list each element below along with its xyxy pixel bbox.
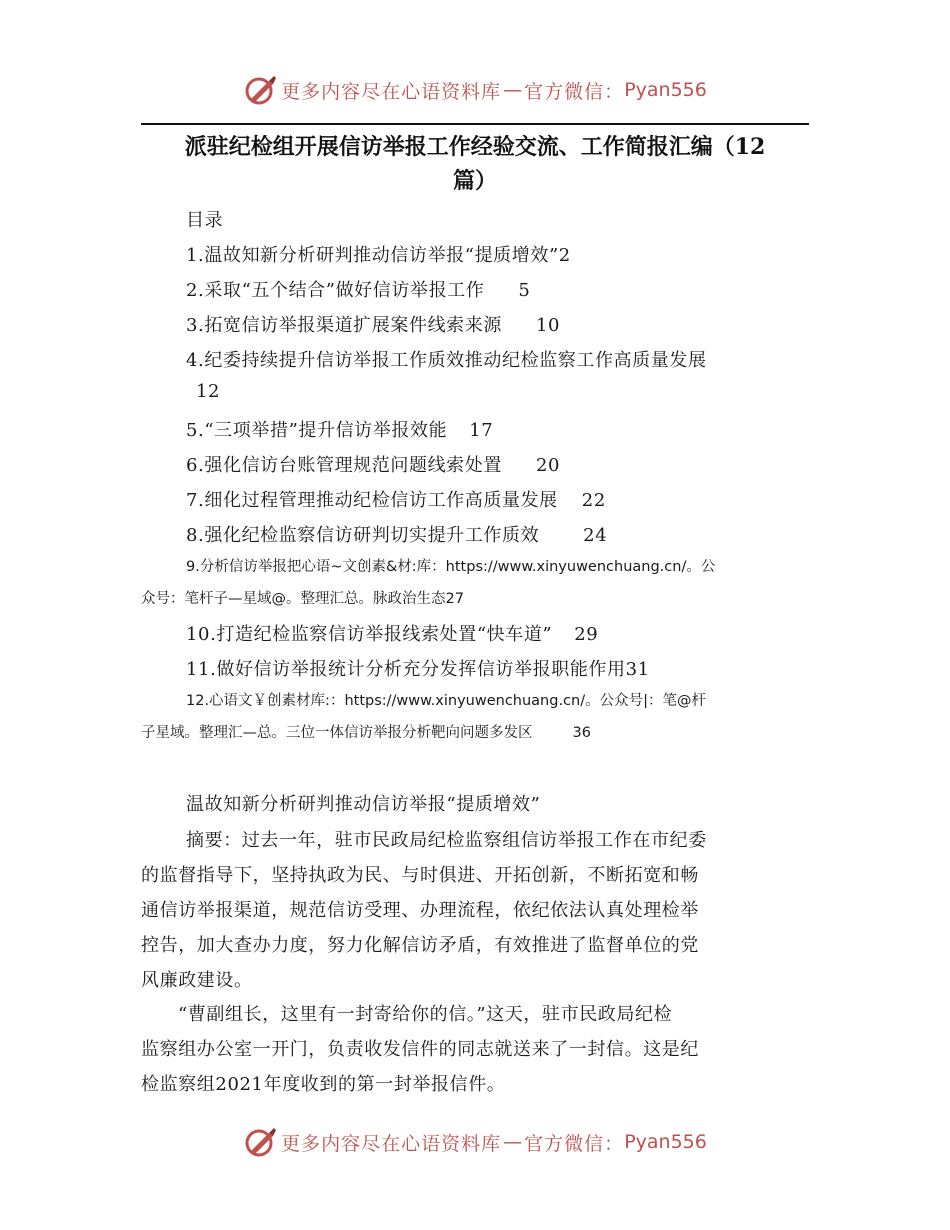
toc-item-page: 20 <box>535 455 561 476</box>
toc-item-page: 31 <box>625 659 650 680</box>
toc-item-text: 2.采取“五个结合”做好信访举报工作 <box>186 280 485 301</box>
footer-banner <box>0 1120 950 1164</box>
title-line-2: 篇） <box>452 168 497 194</box>
toc-item <box>186 241 571 267</box>
banner-wechat-label: 官方微信： <box>524 1132 625 1155</box>
paragraph-line: 风廉政建设。 <box>141 970 253 991</box>
toc-item-text: 7.细化过程管理推动纪检信访工作高质量发展 <box>186 490 558 511</box>
toc-item-page: 36 <box>572 725 591 741</box>
toc-item <box>186 655 650 681</box>
toc-item-text: 10.打造纪检监察信访举报线索处置“快车道” <box>186 624 553 645</box>
banner-wechat-id: Pyan556 <box>624 1131 707 1153</box>
toc-item <box>186 416 493 442</box>
paragraph-line: “曹副组长，这里有一封寄给你的信。”这天，驻市民政局纪检 <box>178 1004 673 1025</box>
toc-item <box>186 276 530 302</box>
banner-brand: 更多内容尽在心语资料库 <box>281 80 502 103</box>
banner-wechat-id: Pyan556 <box>624 79 707 101</box>
article-heading: 温故知新分析研判推动信访举报“提质增效” <box>186 794 541 815</box>
header-rule <box>141 123 809 125</box>
toc-item-line-1: 12.心语文￥创素材库:：https://www.xinyuwenchuang.cn/。公众号|：笔@杆 <box>186 693 706 709</box>
toc-item-text: 11.做好信访举报统计分析充分发挥信访举报职能作用 <box>186 659 626 680</box>
toc-item-text: 6.强化信访台账管理规范问题线索处置 <box>186 455 502 476</box>
toc-item-text: 4.纪委持续提升信访举报工作质效推动纪检监察工作高质量发展 <box>186 350 707 371</box>
pen-logo-icon <box>243 1125 277 1159</box>
toc-item-page: 22 <box>581 490 606 511</box>
toc-item <box>186 486 606 512</box>
paragraph-line: 控告，加大查办力度，努力化解信访矛盾，有效推进了监督单位的党 <box>141 935 699 956</box>
toc-item-page: 24 <box>583 525 608 546</box>
paragraph-line: 检监察组2021年度收到的第一封举报信件。 <box>141 1074 506 1095</box>
toc-item-text: 8.强化纪检监察信访研判切实提升工作质效 <box>186 525 540 546</box>
toc-item-page: 10 <box>535 315 561 336</box>
toc-item-text: 5.“三项举措”提升信访举报效能 <box>186 420 448 441</box>
title-line-1: 派驻纪检组开展信访举报工作经验交流、工作简报汇编（12 <box>184 134 766 160</box>
toc-item-page: 17 <box>469 420 494 441</box>
toc-item-text: 3.拓宽信访举报渠道扩展案件线索来源 <box>186 315 502 336</box>
toc-item-page: 2 <box>558 245 571 266</box>
toc-item <box>186 521 607 547</box>
paragraph-line: 的监督指导下，坚持执政为民、与时俱进、开拓创新，不断拓宽和畅 <box>141 865 699 886</box>
toc-item-page: 5 <box>518 280 531 301</box>
toc-item-line-2: 众号：笔杆子—星域@。整理汇总。脉政治生态27 <box>141 591 464 607</box>
toc-item-page: 29 <box>574 624 599 645</box>
toc-item <box>186 346 707 372</box>
toc-item-text: 1.温故知新分析研判推动信访举报“提质增效” <box>186 245 559 266</box>
toc-item <box>186 451 560 477</box>
toc-item-line-2 <box>141 721 591 742</box>
document-title <box>141 130 809 198</box>
toc-item <box>186 620 598 646</box>
banner-dash: — <box>503 1131 523 1153</box>
paragraph-line: 摘要：过去一年，驻市民政局纪检监察组信访举报工作在市纪委 <box>186 830 707 851</box>
toc-heading: 目录 <box>186 210 224 231</box>
toc-item <box>186 311 560 337</box>
header-banner <box>0 68 950 112</box>
banner-brand: 更多内容尽在心语资料库 <box>281 1132 502 1155</box>
paragraph-line: 监察组办公室一开门，负责收发信件的同志就送来了一封信。这是纪 <box>141 1039 699 1060</box>
paragraph-line: 通信访举报渠道，规范信访受理、办理流程，依纪依法认真处理检举 <box>141 900 699 921</box>
toc-item-page: 12 <box>196 381 221 402</box>
toc-item-line-1: 9.分析信访举报把心语~文创素&材:库：https://www.xinyuwenchuang.cn/。公 <box>186 559 716 575</box>
toc-item-text: 子星域。整理汇—总。三位一体信访举报分析靶向问题多发区 <box>141 725 533 741</box>
banner-dash: — <box>503 79 523 101</box>
pen-logo-icon <box>243 73 277 107</box>
banner-wechat-label: 官方微信： <box>524 80 625 103</box>
